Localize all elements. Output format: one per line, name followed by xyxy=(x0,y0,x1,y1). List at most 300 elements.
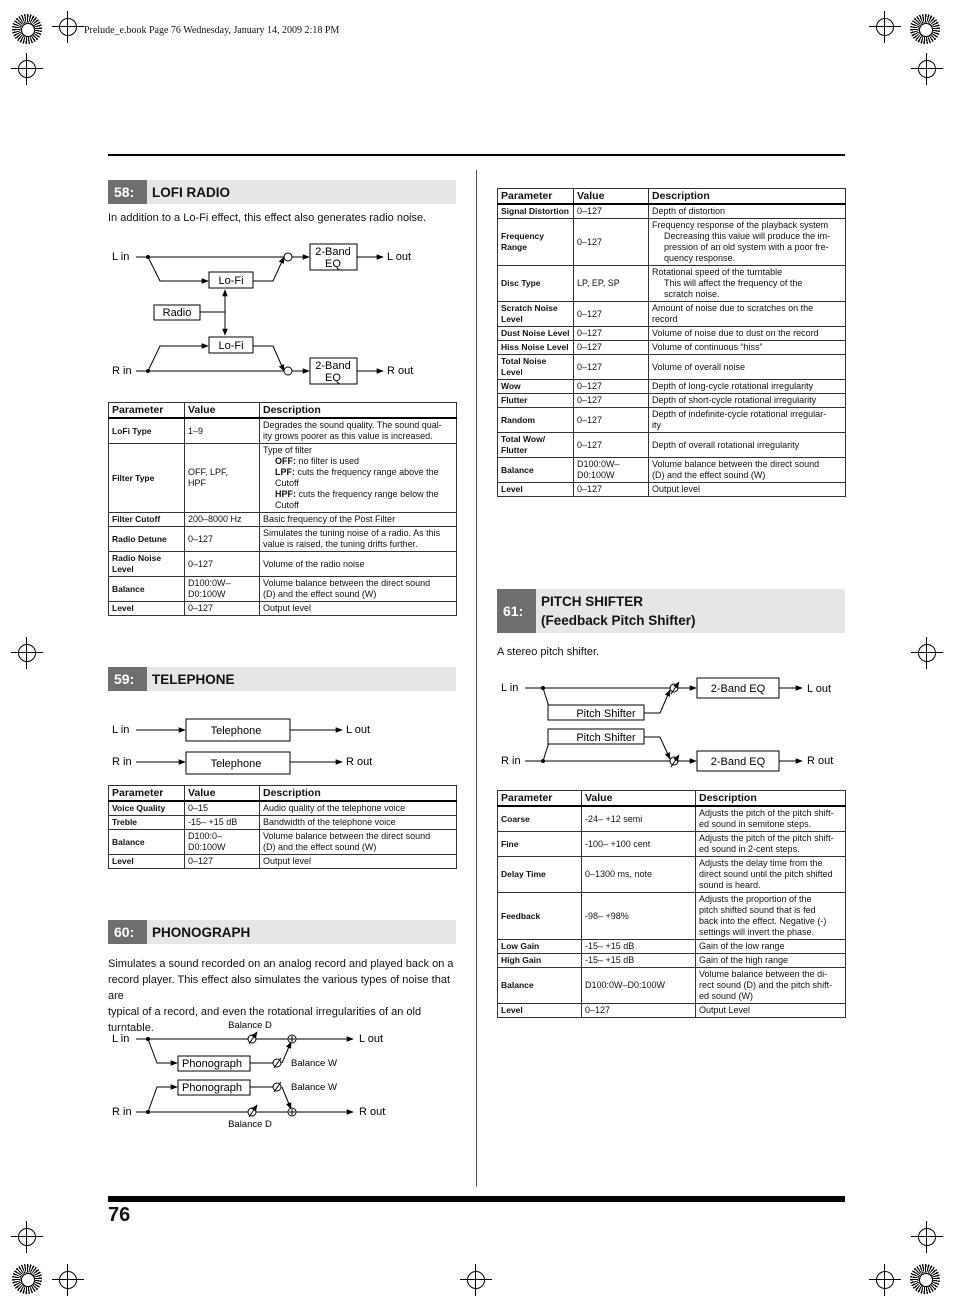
lofi-block-label: Lo-Fi xyxy=(218,340,244,352)
r-out-label: R out xyxy=(346,756,373,768)
table-row xyxy=(498,433,846,458)
description-line: Depth of short-cycle rotational irregularity xyxy=(652,395,817,405)
description-line: value is raised, the tuning drifts further. xyxy=(263,539,418,549)
param-description xyxy=(260,577,457,602)
table-row xyxy=(498,219,846,266)
table-row xyxy=(109,513,457,527)
description-line: Amount of noise due to scratches on the xyxy=(652,303,814,313)
pitch-shifter-block-label: Pitch Shifter xyxy=(576,708,636,720)
description-line: Depth of distortion xyxy=(652,206,726,216)
description-line xyxy=(263,489,453,500)
param-value xyxy=(574,458,649,483)
balance-d-label: Balance D xyxy=(228,1119,272,1130)
value-line: 0–1300 ms, note xyxy=(585,869,653,879)
section-intro: In addition to a Lo-Fi effect, this effect also generates radio noise. xyxy=(108,212,427,224)
table-row xyxy=(498,1004,846,1018)
param-value xyxy=(574,408,649,433)
param-description xyxy=(260,444,457,513)
r-out-label: R out xyxy=(387,365,414,377)
param-name: Frequency Range xyxy=(498,219,574,266)
value-line: 0–127 xyxy=(577,342,603,352)
table-row xyxy=(498,893,846,940)
param-value xyxy=(582,954,696,968)
value-line: -15– +15 dB xyxy=(585,941,635,951)
table-row xyxy=(498,341,846,355)
value-line: D0:100W xyxy=(577,470,615,480)
description-line xyxy=(263,467,453,478)
param-description xyxy=(649,355,846,380)
l-out-label: L out xyxy=(359,1033,384,1045)
param-description xyxy=(260,602,457,616)
value-line: -15– +15 dB xyxy=(585,955,635,965)
param-name: Random xyxy=(498,408,574,433)
value-line: D0:100W xyxy=(188,842,226,852)
param-name: Coarse xyxy=(498,806,582,832)
param-name: Radio Noise Level xyxy=(109,552,185,577)
param-value xyxy=(582,968,696,1004)
col-header: Parameter xyxy=(109,786,185,802)
value-line: HPF xyxy=(188,478,206,488)
param-description xyxy=(649,433,846,458)
param-value xyxy=(185,552,260,577)
telephone-signal-diagram xyxy=(108,714,458,776)
lofi-radio-signal-diagram xyxy=(108,238,458,388)
param-name: Feedback xyxy=(498,893,582,940)
value-line: 0–127 xyxy=(577,236,603,247)
section-title: LOFI RADIO xyxy=(152,184,230,200)
option-text: cuts the frequency range above the xyxy=(295,467,439,477)
param-value xyxy=(185,801,260,816)
description-line: Volume of the radio noise xyxy=(263,558,365,569)
description-line: ity xyxy=(652,420,661,430)
table-row xyxy=(109,830,457,855)
description-line: back into the effect. Negative (-) xyxy=(699,916,827,926)
param-name: High Gain xyxy=(498,954,582,968)
column-divider xyxy=(476,170,477,1187)
description-line: Decreasing this value will produce the im- xyxy=(664,231,831,241)
param-name: Dust Noise Level xyxy=(498,327,574,341)
table-row xyxy=(498,394,846,408)
pitch-shifter-signal-diagram xyxy=(497,674,847,774)
r-in-label: R in xyxy=(112,756,132,768)
param-value xyxy=(574,355,649,380)
param-description xyxy=(649,380,846,394)
value-line: 0–15 xyxy=(188,803,209,813)
param-value xyxy=(185,855,260,869)
description-line: Volume balance between the direct sound xyxy=(263,831,431,841)
table-row xyxy=(498,380,846,394)
description-line: (D) and the effect sound (W) xyxy=(263,589,377,599)
param-name: Delay Time xyxy=(498,857,582,893)
section-header-59 xyxy=(108,667,456,691)
description-line: (D) and the effect sound (W) xyxy=(652,470,766,480)
bottom-rule xyxy=(108,1196,845,1202)
param-description xyxy=(260,830,457,855)
value-line: D100:0W–D0:100W xyxy=(585,980,666,990)
value-line: -98– +98% xyxy=(585,910,629,921)
description-line: Simulates the tuning noise of a radio. As this xyxy=(263,528,441,538)
param-description xyxy=(696,806,846,832)
description-line: Gain of the high range xyxy=(699,955,789,965)
table-row xyxy=(498,204,846,219)
param-value xyxy=(185,513,260,527)
r-out-label: R out xyxy=(807,755,834,767)
col-header: Value xyxy=(185,403,260,419)
eq-block-label: 2-Band xyxy=(315,246,351,258)
table-row xyxy=(498,954,846,968)
param-description xyxy=(260,552,457,577)
param-description xyxy=(649,341,846,355)
l-in-label: L in xyxy=(112,724,130,736)
option-text: no filter is used xyxy=(296,456,360,466)
value-line: 0–127 xyxy=(188,533,214,544)
param-description xyxy=(649,302,846,327)
l-in-label: L in xyxy=(112,1033,130,1045)
param-name: Level xyxy=(109,602,185,616)
table-row xyxy=(109,444,457,513)
param-name: Total Noise Level xyxy=(498,355,574,380)
value-line: 0–127 xyxy=(577,308,603,319)
param-description xyxy=(696,832,846,857)
intro-line: typical of a record, and even the rotational irregularities of an old turntable. xyxy=(108,1006,422,1034)
value-line: 0–127 xyxy=(188,603,214,613)
param-description xyxy=(696,968,846,1004)
section-number: 59: xyxy=(108,667,147,691)
phonograph-signal-diagram xyxy=(108,1016,458,1132)
col-header: Parameter xyxy=(498,189,574,205)
param-description xyxy=(260,801,457,816)
balance-d-label: Balance D xyxy=(228,1020,272,1031)
param-value xyxy=(582,857,696,893)
registration-rosette xyxy=(910,1264,940,1294)
param-value xyxy=(185,527,260,552)
param-value xyxy=(574,394,649,408)
print-header-info: Prelude_e.book Page 76 Wednesday, January 14, 2009 2:18 PM xyxy=(84,25,340,36)
value-line: -100– +100 cent xyxy=(585,838,651,849)
param-description xyxy=(260,855,457,869)
description-line: Cutoff xyxy=(275,478,299,488)
l-out-label: L out xyxy=(346,724,371,736)
intro-line: Simulates a sound recorded on an analog record and played back on a xyxy=(108,958,454,970)
param-value xyxy=(574,327,649,341)
r-in-label: R in xyxy=(112,365,132,377)
param-name: Wow xyxy=(498,380,574,394)
col-header: Parameter xyxy=(109,403,185,419)
telephone-parameter-table xyxy=(108,785,457,869)
section-number: 58: xyxy=(108,180,147,204)
value-line: 0–127 xyxy=(577,414,603,425)
value-line: 0–127 xyxy=(585,1005,611,1015)
value-line: 0–127 xyxy=(188,856,214,866)
param-description xyxy=(260,513,457,527)
param-name: Hiss Noise Level xyxy=(498,341,574,355)
page-number: 76 xyxy=(108,1204,131,1226)
param-description xyxy=(649,394,846,408)
description-line: Type of filter xyxy=(263,445,313,455)
table-row xyxy=(498,266,846,302)
param-value xyxy=(574,483,649,497)
table-row xyxy=(109,527,457,552)
col-header: Description xyxy=(696,791,846,807)
section-header-61 xyxy=(497,589,845,633)
param-name: Balance xyxy=(109,577,185,602)
param-description xyxy=(649,204,846,219)
eq-block-label: EQ xyxy=(325,258,341,270)
value-line: 1–9 xyxy=(188,425,204,436)
l-in-label: L in xyxy=(112,251,130,263)
description-line: Basic frequency of the Post Filter xyxy=(263,514,396,524)
lofi-block-label: Lo-Fi xyxy=(218,275,244,287)
table-row xyxy=(498,408,846,433)
option-keyword: LPF: xyxy=(275,467,295,477)
param-value xyxy=(185,830,260,855)
phonograph-parameter-table xyxy=(497,188,846,497)
description-line: Gain of the low range xyxy=(699,941,785,951)
l-out-label: L out xyxy=(807,683,832,695)
description-line: ed sound in semitone steps. xyxy=(699,819,812,829)
intro-line: record player. This effect also simulates the various types of noise that are xyxy=(108,974,450,1002)
param-name: Filter Type xyxy=(109,444,185,513)
value-line: 0–127 xyxy=(577,439,603,450)
table-row xyxy=(109,602,457,616)
description-line: Adjusts the pitch of the pitch shift- xyxy=(699,833,834,843)
table-row xyxy=(498,806,846,832)
param-value xyxy=(574,380,649,394)
section-header-60 xyxy=(108,920,456,944)
description-line: Volume of noise due to dust on the record xyxy=(652,328,819,338)
col-header: Value xyxy=(574,189,649,205)
description-line: Audio quality of the telephone voice xyxy=(263,803,406,813)
value-line: 0–127 xyxy=(577,395,603,405)
r-in-label: R in xyxy=(112,1106,132,1118)
param-description xyxy=(696,857,846,893)
table-row xyxy=(498,355,846,380)
param-description xyxy=(649,458,846,483)
param-value xyxy=(582,940,696,954)
description-line: Adjusts the pitch of the pitch shift- xyxy=(699,808,834,818)
description-line: pression of an old system with a poor fre- xyxy=(664,242,829,252)
param-value xyxy=(582,893,696,940)
param-name: LoFi Type xyxy=(109,418,185,444)
value-line: -15– +15 dB xyxy=(188,817,238,827)
table-row xyxy=(109,816,457,830)
description-line: Output level xyxy=(652,484,701,494)
param-value xyxy=(185,444,260,513)
eq-block-label: 2-Band EQ xyxy=(710,683,766,695)
section-title: PHONOGRAPH xyxy=(152,924,251,940)
param-name: Low Gain xyxy=(498,940,582,954)
table-row xyxy=(109,418,457,444)
param-name: Level xyxy=(109,855,185,869)
balance-w-label: Balance W xyxy=(291,1082,337,1093)
param-description xyxy=(260,527,457,552)
lofi-radio-parameter-table xyxy=(108,402,457,616)
top-rule xyxy=(108,154,845,156)
description-line: settings will invert the phase. xyxy=(699,927,815,937)
table-row xyxy=(498,940,846,954)
value-line: D100:0W– xyxy=(188,578,231,588)
description-line: Volume balance between the direct sound xyxy=(652,459,820,469)
description-line: Volume balance between the di- xyxy=(699,969,828,979)
param-name: Voice Quality xyxy=(109,801,185,816)
description-line: Degrades the sound quality. The sound qual- xyxy=(263,420,442,430)
l-out-label: L out xyxy=(387,251,412,263)
param-value xyxy=(185,816,260,830)
description-line: Depth of overall rotational irregularity xyxy=(652,439,800,450)
phonograph-block-label: Phonograph xyxy=(182,1082,242,1094)
param-description xyxy=(696,940,846,954)
section-title xyxy=(541,592,696,630)
col-header: Description xyxy=(260,786,457,802)
description-line: ed sound in 2-cent steps. xyxy=(699,844,800,854)
section-title-line: (Feedback Pitch Shifter) xyxy=(541,613,696,628)
param-value xyxy=(582,832,696,857)
param-description xyxy=(696,893,846,940)
eq-block-label: 2-Band xyxy=(315,360,351,372)
description-line: Output level xyxy=(263,603,312,613)
registration-rosette xyxy=(12,1264,42,1294)
description-line: Rotational speed of the turntable xyxy=(652,267,783,277)
option-keyword: OFF: xyxy=(275,456,296,466)
param-name: Signal Distortion xyxy=(498,204,574,219)
param-description xyxy=(649,483,846,497)
param-name: Level xyxy=(498,1004,582,1018)
param-value xyxy=(185,602,260,616)
param-description xyxy=(649,408,846,433)
param-name: Filter Cutoff xyxy=(109,513,185,527)
r-out-label: R out xyxy=(359,1106,386,1118)
value-line: 0–127 xyxy=(577,328,603,338)
param-description xyxy=(696,954,846,968)
param-description xyxy=(260,816,457,830)
param-description xyxy=(649,266,846,302)
param-value xyxy=(574,219,649,266)
value-line: LP, EP, SP xyxy=(577,278,620,288)
description-line: Volume of overall noise xyxy=(652,361,746,372)
value-line: 0–127 xyxy=(188,558,214,569)
description-line: Adjusts the proportion of the xyxy=(699,894,812,904)
col-header: Description xyxy=(649,189,846,205)
param-name: Balance xyxy=(498,968,582,1004)
r-in-label: R in xyxy=(501,755,521,767)
value-line: D100:0– xyxy=(188,831,223,841)
description-line: rect sound (D) and the pitch shift- xyxy=(699,980,833,990)
col-header: Description xyxy=(260,403,457,419)
table-row xyxy=(109,552,457,577)
param-name: Disc Type xyxy=(498,266,574,302)
value-line: -24– +12 semi xyxy=(585,813,643,824)
description-line: quency response. xyxy=(664,253,736,263)
table-row xyxy=(498,327,846,341)
value-line: 0–127 xyxy=(577,206,603,216)
description-line: Volume of continuous “hiss” xyxy=(652,342,763,352)
value-line: D0:100W xyxy=(188,589,226,599)
balance-w-label: Balance W xyxy=(291,1058,337,1069)
description-line: Depth of long-cycle rotational irregularity xyxy=(652,381,814,391)
section-number: 60: xyxy=(108,920,147,944)
table-row xyxy=(498,832,846,857)
param-value xyxy=(574,204,649,219)
value-line: 0–127 xyxy=(577,381,603,391)
section-intro: A stereo pitch shifter. xyxy=(497,646,600,658)
description-line: Output Level xyxy=(699,1005,751,1015)
telephone-block-label: Telephone xyxy=(210,758,262,770)
section-number: 61: xyxy=(497,589,536,633)
param-description xyxy=(696,1004,846,1018)
param-name: Scratch Noise Level xyxy=(498,302,574,327)
registration-rosette xyxy=(910,14,940,44)
param-value xyxy=(574,341,649,355)
param-value xyxy=(574,266,649,302)
table-row xyxy=(498,968,846,1004)
param-value xyxy=(574,302,649,327)
param-name: Total Wow/ Flutter xyxy=(498,433,574,458)
description-line: Bandwidth of the telephone voice xyxy=(263,817,396,827)
param-name: Fine xyxy=(498,832,582,857)
param-value xyxy=(185,577,260,602)
description-line: sound is heard. xyxy=(699,880,761,890)
eq-block-label: EQ xyxy=(325,372,341,384)
option-keyword: HPF: xyxy=(275,489,296,499)
l-in-label: L in xyxy=(501,682,519,694)
description-line: Depth of indefinite-cycle rotational irregular- xyxy=(652,409,827,419)
param-value xyxy=(185,418,260,444)
description-line: Adjusts the delay time from the xyxy=(699,858,823,868)
param-name: Balance xyxy=(498,458,574,483)
param-description xyxy=(649,219,846,266)
param-value xyxy=(582,806,696,832)
eq-block-label: 2-Band EQ xyxy=(710,756,766,768)
section-title-line: PITCH SHIFTER xyxy=(541,594,644,609)
description-line: scratch noise. xyxy=(664,289,720,299)
param-name: Treble xyxy=(109,816,185,830)
param-name: Level xyxy=(498,483,574,497)
registration-rosette xyxy=(12,14,42,44)
telephone-block-label: Telephone xyxy=(210,725,262,737)
description-line: pitch shifted sound that is fed xyxy=(699,905,816,915)
radio-block-label: Radio xyxy=(162,307,192,319)
value-line: 200–8000 Hz xyxy=(188,514,242,524)
description-line: Frequency response of the playback system xyxy=(652,220,829,230)
table-row xyxy=(109,801,457,816)
table-row xyxy=(498,857,846,893)
option-text: cuts the frequency range below the xyxy=(296,489,439,499)
description-line: This will affect the frequency of the xyxy=(664,278,803,288)
description-line: direct sound until the pitch shifted xyxy=(699,869,833,879)
table-row xyxy=(109,577,457,602)
description-line: (D) and the effect sound (W) xyxy=(263,842,377,852)
table-row xyxy=(109,855,457,869)
param-description xyxy=(260,418,457,444)
description-line: ity grows poorer as this value is increased. xyxy=(263,431,433,441)
pitch-shifter-block-label: Pitch Shifter xyxy=(576,732,636,744)
param-name: Balance xyxy=(109,830,185,855)
section-header-58 xyxy=(108,180,456,204)
section-title: TELEPHONE xyxy=(152,671,235,687)
value-line: OFF, LPF, xyxy=(188,467,229,477)
description-line: Volume balance between the direct sound xyxy=(263,578,431,588)
description-line: ed sound (W) xyxy=(699,991,754,1001)
param-name: Flutter xyxy=(498,394,574,408)
param-value xyxy=(582,1004,696,1018)
description-line: Cutoff xyxy=(275,500,299,510)
description-line: record xyxy=(652,314,678,324)
table-row xyxy=(498,302,846,327)
col-header: Value xyxy=(582,791,696,807)
param-name: Radio Detune xyxy=(109,527,185,552)
param-value xyxy=(574,433,649,458)
value-line: 0–127 xyxy=(577,361,603,372)
